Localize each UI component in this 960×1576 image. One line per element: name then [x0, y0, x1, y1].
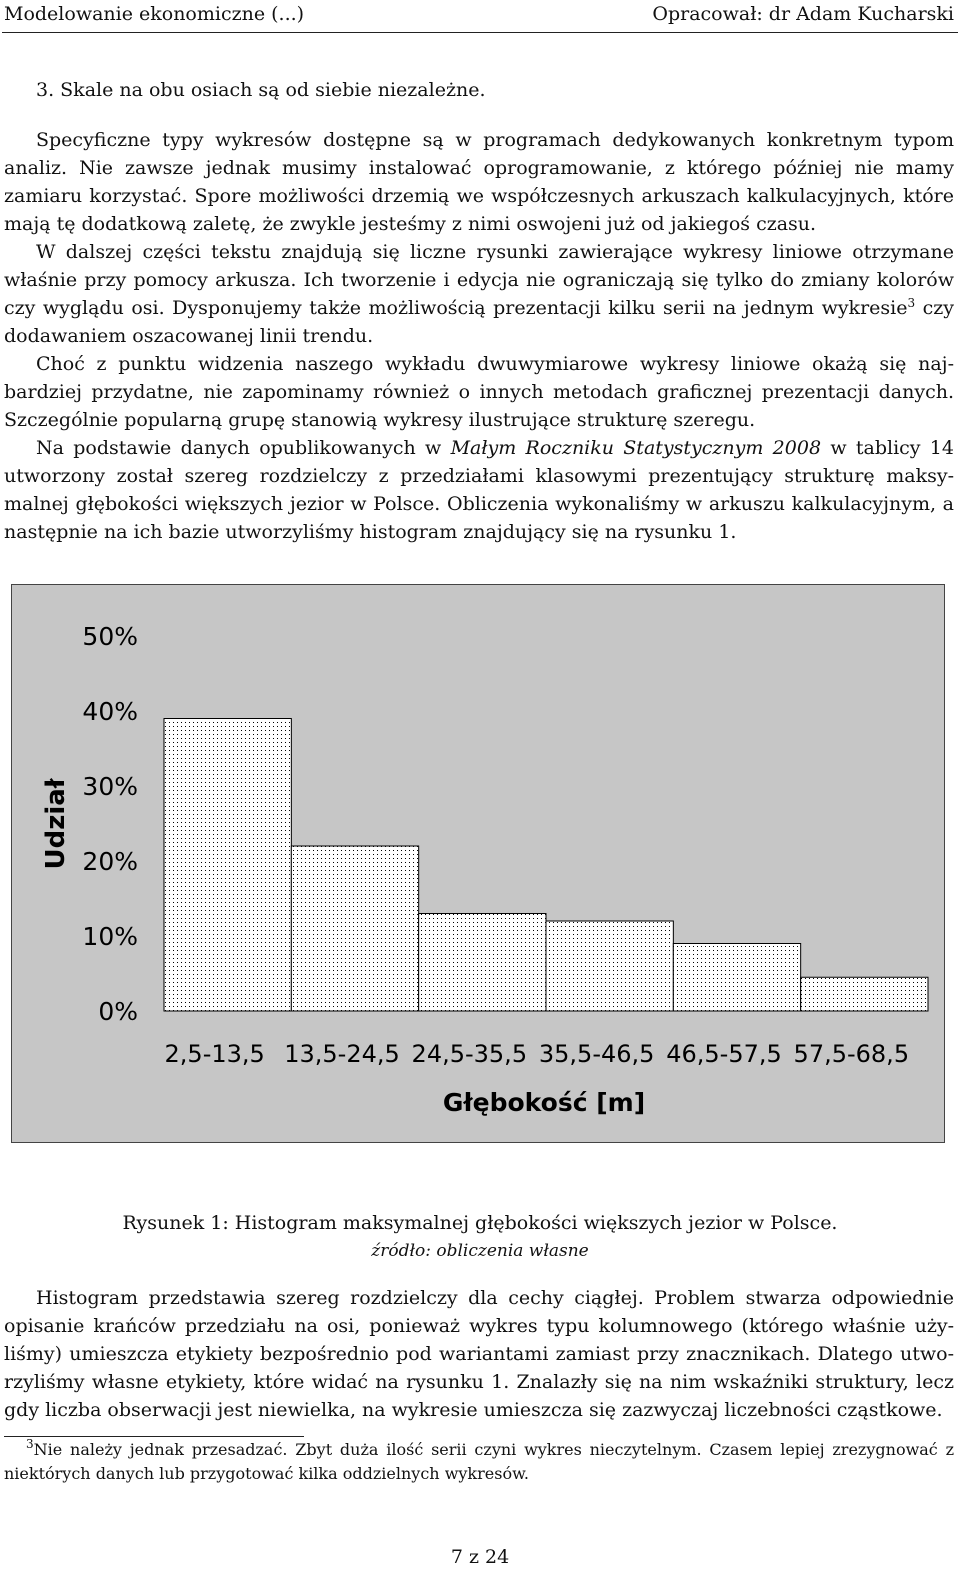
main-text: [4, 126, 954, 546]
list-item-3: [4, 76, 954, 104]
x-axis-title: Głębokość [m]: [442, 1088, 646, 1117]
y-axis-title: Udział: [41, 778, 71, 870]
histogram-chart: [11, 584, 945, 1143]
x-tick-label: 24,5-35,5: [411, 1040, 528, 1068]
y-tick-label: 10%: [82, 922, 138, 951]
footnote-ref: 3: [907, 296, 916, 310]
footnote: [4, 1438, 954, 1486]
histogram-bar: [801, 977, 928, 1011]
y-tick-label: 0%: [98, 997, 138, 1026]
x-tick-label: 57,5-68,5: [793, 1040, 910, 1068]
x-tick-label: 13,5-24,5: [284, 1040, 400, 1068]
header-right: Opracował: dr Adam Kucharski: [652, 3, 954, 25]
y-tick-label: 30%: [82, 772, 138, 801]
paragraph-5: Histogram przedstawia szereg rozdzielczy dla cechy ciągłej. Problem stwarza odpowiednie opisanie krańców przedziału na osi, ponieważ wykres typu kolumnowego (którego właśnie użyliśmy) umieszcza etykiety bezpośrednio pod wariantami zamiast przy znacznikach. Dlatego utworzyliśmy własne etykiety, które widać na rysunku 1. Znalazły się na nim wskaźniki struktury, lecz gdy liczba obserwacji jest niewielka, na wykresie umieszcza się zazwyczaj liczebności cząstkowe.: [4, 1287, 954, 1421]
y-tick-label: 40%: [82, 697, 138, 726]
footnote-rule: [4, 1436, 304, 1437]
histogram-bar: [419, 914, 546, 1012]
histogram-bar: [673, 944, 800, 1012]
histogram-bar: [291, 846, 418, 1011]
figure-caption: Rysunek 1: Histogram maksymalnej głębokości większych jezior w Polsce.: [122, 1212, 838, 1234]
header-rule: [2, 32, 958, 33]
y-tick-label: 50%: [82, 622, 138, 651]
x-tick-label: 46,5-57,5: [666, 1040, 782, 1068]
paragraph-2-end: czy dodawaniem oszacowanej linii trendu.: [4, 297, 954, 347]
paragraph-3: Choć z punktu widzenia naszego wykładu dwuwymiarowe wykresy liniowe okażą się najbardziej przydatne, nie zapominamy również o innych metodach graficznej prezentacji danych. Szczególnie popularną grupę stanowią wykresy ilustrujące strukturę szeregu.: [4, 353, 954, 431]
histogram-bar: [546, 921, 673, 1011]
figure-source: źródło: obliczenia własne: [371, 1241, 589, 1261]
histogram-bar: [164, 719, 291, 1012]
x-tick-label: 35,5-46,5: [538, 1040, 655, 1068]
footnote-mark: 3: [26, 1437, 34, 1451]
paragraph-4-end: w tablicy 14 utworzony został szereg rozdzielczy z przedziałami klasowymi prezentujący strukturę maksymalnej głębokości większych jezior w Polsce. Obliczenia wykonaliśmy w arkuszu kalkulacyjnym, a następnie na ich bazie utworzyliśmy histogram znajdujący się na rysunku 1.: [4, 437, 954, 543]
publication-title: Małym Roczniku Statystycznym 2008: [450, 437, 822, 459]
paragraph-1: Specyficzne typy wykresów dostępne są w programach dedykowanych konkretnym typom analiz. Nie zawsze jednak musimy instalować oprogramowanie, z którego później nie mamy zamiaru korzystać. Spore możliwości drzemią we współczesnych arkuszach kalkulacyjnych, które mają tę dodatkową zaletę, że zwykle jesteśmy z nimi oswojeni już od jakiegoś czasu.: [4, 129, 954, 235]
footnote-text: Nie należy jednak przesadzać. Zbyt duża ilość serii czyni wykres nieczytelnym. Czasem lepiej zrezygnować z niektórych danych lub przygotować kilka oddzielnych wykresów.: [4, 1440, 954, 1483]
page-number: 7 z 24: [450, 1546, 510, 1568]
text-after-figure: [4, 1284, 954, 1424]
list-item-text: 3. Skale na obu osiach są od siebie niezależne.: [36, 79, 486, 101]
paragraph-4-text: Na podstawie danych opublikowanych w: [36, 437, 451, 459]
x-tick-label: 2,5-13,5: [164, 1040, 265, 1068]
y-tick-label: 20%: [82, 847, 138, 876]
header-left: Modelowanie ekonomiczne (...): [4, 3, 305, 25]
paragraph-4: [4, 434, 954, 546]
paragraph-2-text: W dalszej części tekstu znajdują się liczne rysunki zawierające wykresy liniowe otrzymane właśnie przy pomocy arkusza. Ich tworzenie i edycja nie ograniczają się tylko do zmiany kolorów czy wyglądu osi. Dysponujemy także możliwością prezentacji kilku serii na jednym wykresie: [4, 241, 954, 319]
paragraph-2: [4, 238, 954, 350]
histogram-svg: [12, 585, 944, 1142]
